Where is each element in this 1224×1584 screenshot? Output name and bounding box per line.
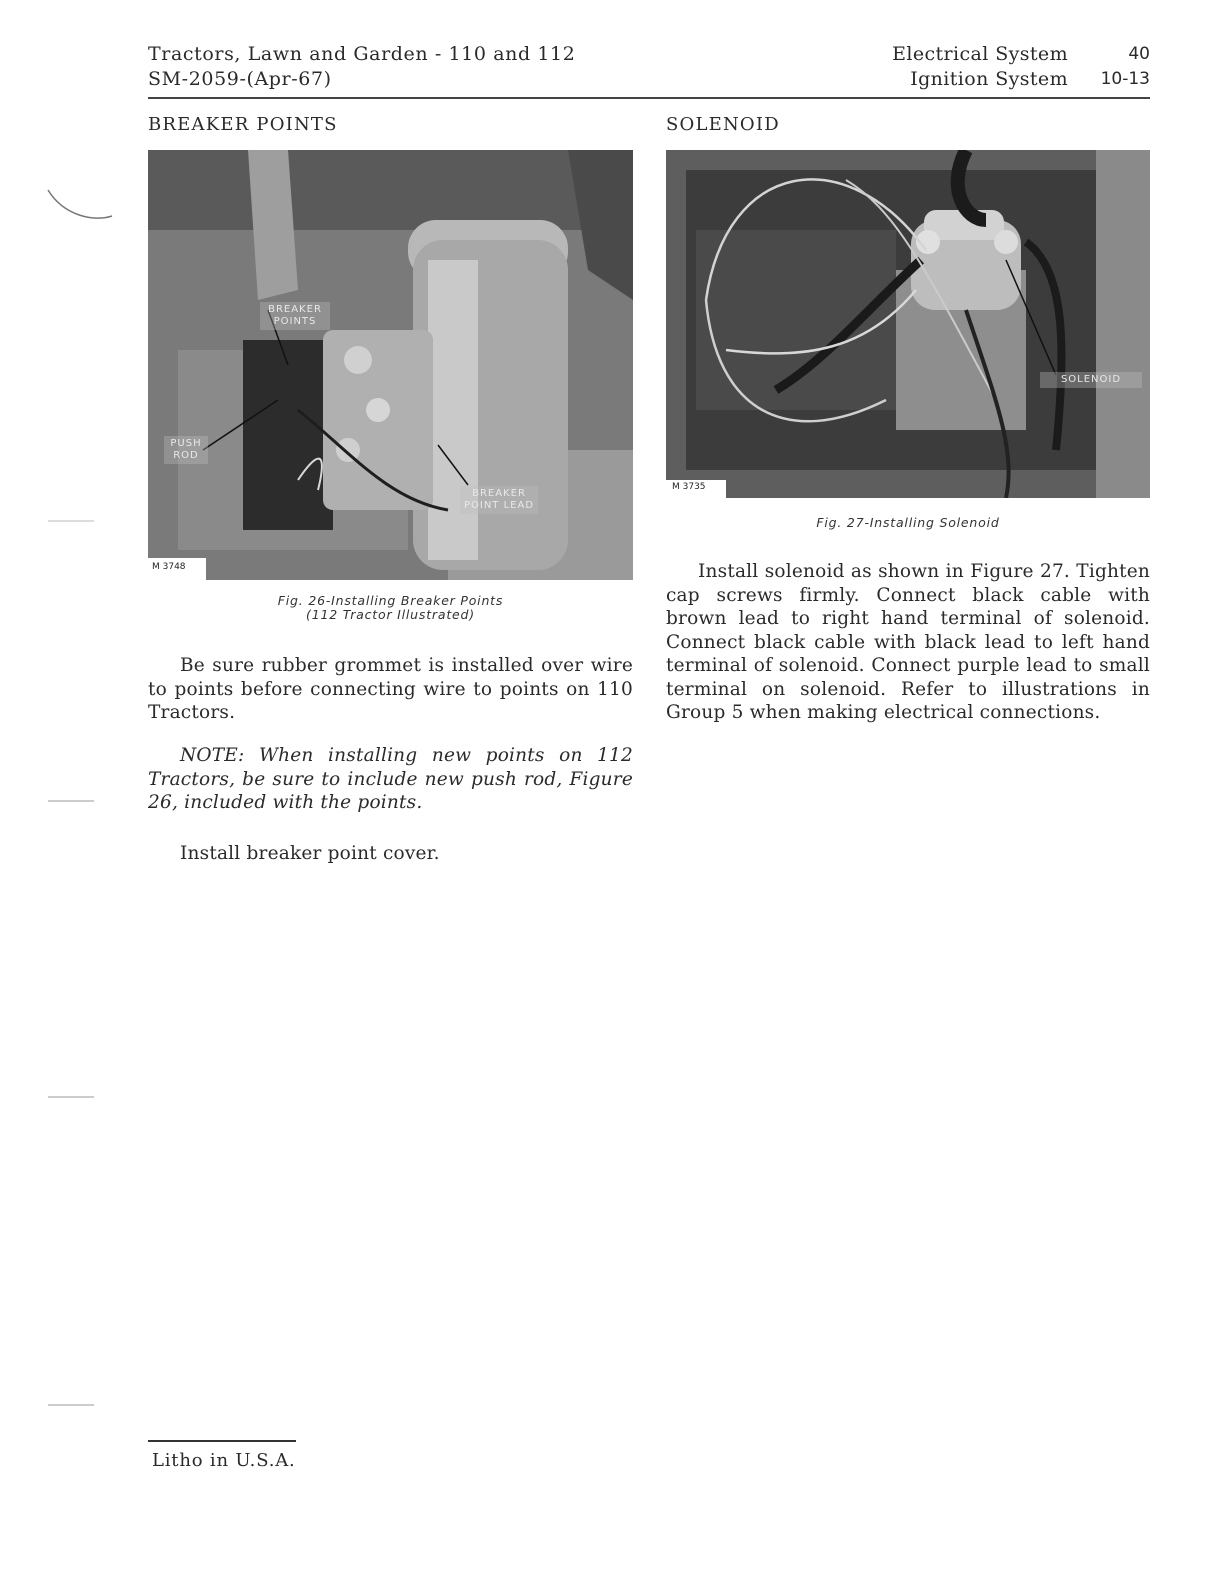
page-number-top: 40: [1128, 44, 1150, 64]
manual-title: Tractors, Lawn and Garden - 110 and 112: [148, 43, 576, 65]
footer-rule: [148, 1440, 296, 1442]
subsection-name: Ignition System: [910, 68, 1068, 90]
margin-mark-4: [48, 1404, 94, 1406]
manual-code: SM-2059-(Apr-67): [148, 68, 332, 90]
figure-26-caption-line1: Fig. 26-Installing Breaker Points: [277, 593, 504, 608]
breaker-point-lead-label: BREAKER POINT LEAD: [460, 486, 538, 514]
page-number-bottom: 10-13: [1100, 69, 1150, 89]
figure-27-caption: Fig. 27-Installing Solenoid: [816, 515, 1000, 530]
page-numbers: [1086, 42, 1150, 92]
section-name: Electrical System: [892, 43, 1068, 65]
grommet-paragraph: Be sure rubber grommet is installed over wire to points before connecting wire to points on 110 Tractors.: [148, 655, 633, 723]
solenoid-paragraph: Install solenoid as shown in Figure 27. Tighten cap screws firmly. Connect black cable with brown lead to right hand terminal of solenoid. Connect black cable with black lead to left hand terminal of solenoid. Connect purple lead to small terminal on solenoid. Refer to illustrations in Group 5 when making electrical connections.: [666, 561, 1150, 723]
figure-27-code: M 3735: [672, 482, 706, 492]
push-rod-note: NOTE: When installing new points on 112 Tractors, be sure to include new push rod, Figure 26, included with the points.: [148, 745, 633, 813]
margin-mark-2: [48, 800, 94, 802]
margin-curve-mark: [44, 186, 114, 226]
solenoid-heading: SOLENOID: [666, 114, 780, 135]
push-rod-label: PUSH ROD: [164, 436, 208, 464]
footer-text: Litho in U.S.A.: [152, 1450, 296, 1471]
solenoid-label: SOLENOID: [1040, 372, 1142, 388]
margin-mark-1: [48, 520, 94, 522]
header-right: [870, 42, 1068, 92]
figure-26-caption: [148, 594, 633, 622]
solenoid-photo: [666, 150, 1150, 498]
figure-26-caption-line2: (112 Tractor Illustrated): [306, 607, 475, 622]
figure-26-code: M 3748: [152, 562, 186, 572]
margin-mark-3: [48, 1096, 94, 1098]
solenoid-illustration: [666, 150, 1150, 498]
breaker-points-label: BREAKER POINTS: [260, 302, 330, 330]
cover-paragraph: Install breaker point cover.: [180, 843, 440, 864]
breaker-points-heading: BREAKER POINTS: [148, 114, 338, 135]
header-left: [148, 42, 575, 92]
header-rule: [148, 97, 1150, 99]
breaker-points-photo: [148, 150, 633, 580]
breaker-points-illustration: [148, 150, 633, 580]
